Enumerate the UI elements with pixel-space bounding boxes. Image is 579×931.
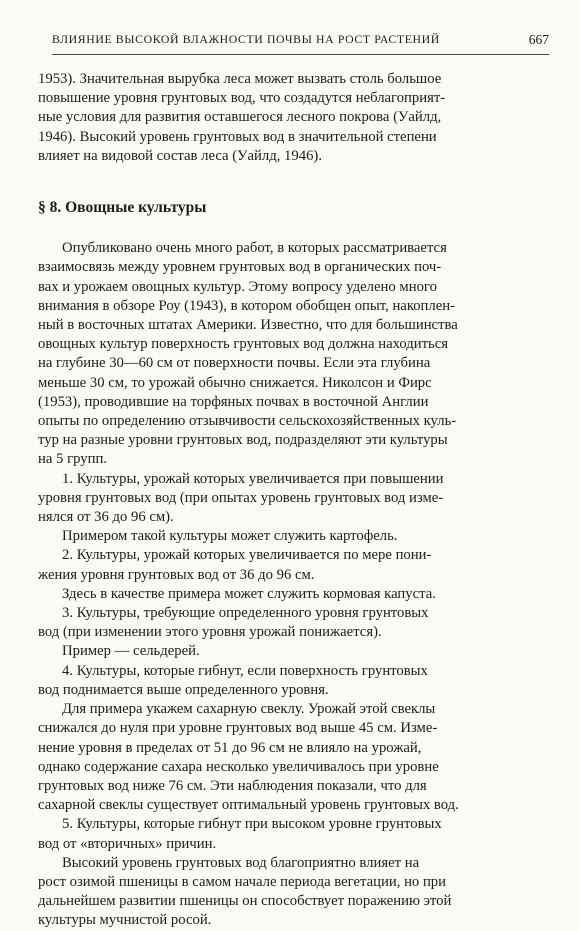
text-line: снижался до нуля при уровне грунтовых вод выше 45 см. Изме- xyxy=(38,720,438,737)
example-paragraph-4 xyxy=(38,700,546,815)
example-line: Пример — сельдерей. xyxy=(62,643,200,660)
text-line: повышение уровня грунтовых вод, что создадутся неблагоприят- xyxy=(38,90,446,107)
list-item-group-3 xyxy=(38,604,546,642)
text-line: ные условия для развития оставшегося лесного покрова (Уайлд, xyxy=(38,109,442,126)
paragraph-closing xyxy=(38,854,546,931)
text-line: ный в восточных штатах Америки. Известно, что для большинства xyxy=(38,317,458,334)
text-line: вах и урожаем овощных культур. Этому вопросу уделено много xyxy=(38,278,437,295)
text-line: сахарной свеклы существует оптимальный уровень грунтовых вод. xyxy=(38,797,459,814)
text-line: внимания в обзоре Роу (1943), в котором обобщен опыт, накоплен- xyxy=(38,297,456,314)
text-line: Высокий уровень грунтовых вод благоприятно влияет на xyxy=(62,854,420,871)
page-number: 667 xyxy=(528,32,549,47)
list-item-group-4 xyxy=(38,662,546,700)
text-line: 2. Культуры, урожай которых увеличивается по мере пони- xyxy=(62,547,432,564)
text-line: однако содержание сахара несколько увеличивалось при уровне xyxy=(38,758,439,775)
list-item-group-1 xyxy=(38,470,546,528)
section-heading: § 8. Овощные культуры xyxy=(38,199,207,217)
text-line: культуры мучнистой росой. xyxy=(38,912,212,929)
text-line: тур на разные уровни грунтовых вод, подразделяют эти культуры xyxy=(38,432,448,449)
list-item-group-5 xyxy=(38,815,546,853)
text-line: 1953). Значительная вырубка леса может вызвать столь большое xyxy=(38,71,442,87)
example-line: Здесь в качестве примера может служить кормовая капуста. xyxy=(62,585,436,602)
text-line: на глубине 30—60 см от поверхности почвы. Если эта глубина xyxy=(38,355,431,372)
example-line: Примером такой культуры может служить картофель. xyxy=(62,528,398,545)
text-line: рост озимой пшеницы в самом начале периода вегетации, но при xyxy=(38,873,447,890)
text-line: 3. Культуры, требующие определенного уровня грунтовых xyxy=(62,605,429,622)
list-item-group-2 xyxy=(38,546,546,584)
text-line: влияет на видовой состав леса (Уайлд, 1946). xyxy=(38,147,322,164)
text-line: 1946). Высокий уровень грунтовых вод в значительной степени xyxy=(38,128,437,145)
text-line: вод поднимается выше определенного уровня. xyxy=(38,681,329,698)
text-line: вод (при изменении этого уровня урожай понижается). xyxy=(38,624,382,641)
paragraph-intro xyxy=(38,239,546,469)
text-line: вод от «вторичных» причин. xyxy=(38,835,217,852)
text-line: 1. Культуры, урожай которых увеличивается при повышении xyxy=(62,470,444,487)
text-line: взаимосвязь между уровнем грунтовых вод в органических поч- xyxy=(38,259,442,276)
text-line: (1953), проводившие на торфяных почвах в восточной Англии xyxy=(38,393,429,410)
running-header xyxy=(52,32,549,55)
text-line: дальнейшем развитии пшеницы он способствует поражению этой xyxy=(38,893,452,910)
text-line: Для примера укажем сахарную свеклу. Урожай этой свеклы xyxy=(62,701,436,718)
running-title: ВЛИЯНИЕ ВЫСОКОЙ ВЛАЖНОСТИ ПОЧВЫ НА РОСТ РАСТЕНИЙ xyxy=(52,32,440,46)
paragraph-continuation xyxy=(38,70,546,166)
text-line: овощных культур поверхность грунтовых вод должна находиться xyxy=(38,336,449,353)
page-body xyxy=(38,70,546,931)
text-line: 5. Культуры, которые гибнут при высоком уровне грунтовых xyxy=(62,816,442,833)
text-line: жения уровня грунтовых вод от 36 до 96 см. xyxy=(38,566,315,583)
text-line: опыты по определению отзывчивости сельскохозяйственных куль- xyxy=(38,413,457,430)
text-line: нение уровня в пределах от 51 до 96 см не влияло на урожай, xyxy=(38,739,422,756)
text-line: уровня грунтовых вод (при опытах уровень грунтовых вод изме- xyxy=(38,489,444,506)
text-line: меньше 30 см, то урожай обычно снижается. Николсон и Фирс xyxy=(38,374,432,391)
text-line: Опубликовано очень много работ, в которых рассматривается xyxy=(62,240,447,257)
text-line: на 5 групп. xyxy=(38,451,107,468)
text-line: 4. Культуры, которые гибнут, если поверхность грунтовых xyxy=(62,662,428,679)
text-line: грунтовых вод ниже 76 см. Эти наблюдения показали, что для xyxy=(38,777,427,794)
text-line: нялся от 36 до 96 см). xyxy=(38,509,174,526)
